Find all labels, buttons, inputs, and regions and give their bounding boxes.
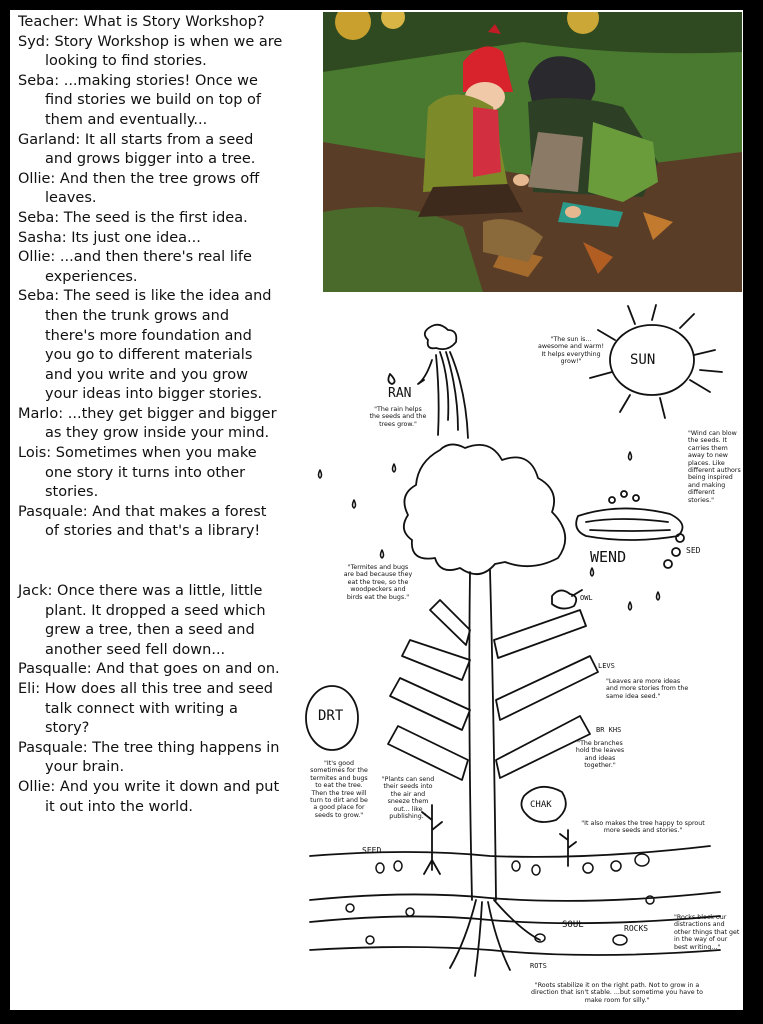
bird-drawing: [552, 590, 582, 609]
document-page: [10, 10, 743, 1010]
dialogue-line: Ollie: And then the tree grows off leaves.: [18, 170, 260, 207]
dialogue-line: Seba: The seed is the first idea.: [18, 209, 248, 226]
dialogue-line: Syd: Story Workshop is when we are looking to find stories.: [18, 33, 283, 70]
dialogue-line: Teacher: What is Story Workshop?: [18, 14, 265, 30]
caption-dirt: "It's good sometimes for the termites and bugs to eat the tree. Then the tree will turn to dirt and be a good place for seeds to grow.": [310, 760, 368, 819]
sprout-drawing: [422, 805, 576, 874]
dialogue-line: Seba: ...making stories! Once we find stories we build on top of them and eventually...: [18, 72, 261, 128]
label-owl: OWL: [580, 594, 593, 602]
label-roots: ROTS: [530, 962, 547, 970]
caption-rocks: "Rocks block our distractions and other things that get in the way of our best writing...": [674, 914, 740, 951]
caption-wind: "Wind can blow the seeds. It carries them away to new places. Like different authors being inspired and making different stories.": [688, 430, 741, 504]
caption-plants: "Plants can send their seeds into the air and sneeze them out... like publishing.": [381, 776, 435, 821]
label-leaves: LEVS: [598, 662, 615, 670]
story-tree-drawing: [290, 300, 742, 1008]
dialogue-line: Jack: Once there was a little, little plant. It dropped a seed which grew a tree, then a seed and another seed fell down...: [18, 583, 266, 658]
label-seed-right: SED: [686, 546, 701, 555]
dialogue-line: Ollie: ...and then there's real life experiences.: [18, 249, 252, 285]
dialogue-line: Pasquale: And that makes a forest of stories and that's a library!: [18, 503, 267, 540]
caption-chalk: "It also makes the tree happy to sprout more seeds and stories.": [581, 820, 705, 835]
label-seed-left: SEED: [362, 846, 382, 855]
dialogue-line: Lois: Sometimes when you make one story it turns into other stories.: [18, 445, 257, 501]
caption-rain: "The rain helps the seeds and the trees grow.": [369, 406, 427, 428]
dialogue-line: Eli: How does all this tree and seed talk connect with writing a story?: [18, 681, 274, 737]
caption-branches: "The branches hold the leaves and ideas together.": [575, 740, 625, 770]
label-chalk: CHAK: [530, 800, 552, 810]
caption-roots: "Roots stabilize it on the right path. Not to grow in a direction that isn't stable. ...but sometime you have to make room for silly.": [530, 982, 704, 1004]
label-wind: WEND: [590, 548, 627, 566]
label-rain: RAN: [388, 386, 412, 401]
label-dirt: DRT: [318, 708, 344, 724]
photo-children-planting: [323, 12, 742, 292]
ground-layers-drawing: [310, 846, 720, 955]
dialogue-line: Pasqualle: And that goes on and on.: [18, 661, 280, 678]
label-sun: SUN: [630, 352, 656, 368]
label-rocks: ROCKS: [624, 924, 649, 933]
label-soil: SOUL: [562, 920, 584, 930]
dialogue-line: Marlo: ...they get bigger and bigger as they grow inside your mind.: [18, 405, 277, 442]
sun-drawing: [590, 305, 722, 418]
dialogue-line: Garland: It all starts from a seed and grows bigger into a tree.: [18, 131, 256, 168]
branches-left-drawing: [388, 600, 470, 780]
caption-sun: "The sun is... awesome and warm! It helps everything grow!": [537, 336, 605, 366]
tree-crown-drawing: [404, 444, 565, 574]
dialogue-line: Ollie: And you write it down and put it out into the world.: [18, 778, 280, 815]
caption-termites: "Termites and bugs are bad because they eat the tree, so the woodpeckers and birds eat the bugs.": [343, 564, 413, 601]
dialogue-line: Pasquale: The tree thing happens in your brain.: [18, 739, 280, 776]
label-branches: BR KHS: [596, 726, 622, 734]
dialogue-line: Seba: The seed is like the idea and then the trunk grows and there's more foundation and you go to different materials and you write and you grow your ideas into bigger stories.: [18, 288, 272, 403]
dialogue-column: [18, 13, 283, 817]
dialogue-line: Sasha: Its just one idea...: [18, 229, 201, 246]
caption-leaves: "Leaves are more ideas and more stories from the same idea seed.": [606, 678, 689, 700]
